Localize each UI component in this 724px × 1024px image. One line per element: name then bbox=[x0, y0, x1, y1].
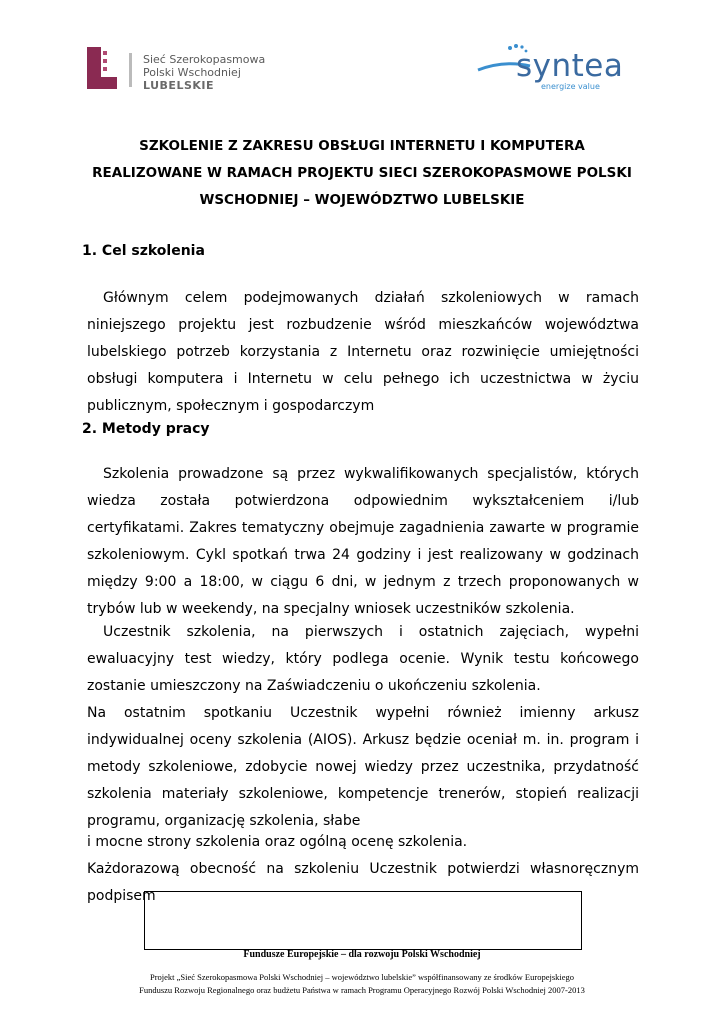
footer-funding-title: Fundusze Europejskie – dla rozwoju Polski Wschodniej bbox=[243, 949, 481, 960]
logo-mark-icon bbox=[85, 45, 135, 95]
document-title bbox=[70, 133, 654, 214]
title-line-3: WSCHODNIEJ – WOJEWÓDZTWO LUBELSKIE bbox=[199, 192, 525, 208]
logo-left-line1: Sieć Szerokopasmowa bbox=[143, 53, 266, 66]
logo-left-line3: LUBELSKIE bbox=[143, 79, 215, 92]
section2-paragraph-3: Na ostatnim spotkaniu Uczestnik wypełni również imienny arkusz indywidualnej oceny szkolenia (AIOS). Arkusz będzie oceniał m. in. program i metody szkoleniowe, zdobycie nowej wiedzy przez uczestnika, przydatność szkolenia materiały szkoleniowe, kompetencje trenerów, stopień realizacji programu, organizację szkolenia, słabe bbox=[87, 705, 639, 829]
section2-paragraph-2: Uczestnik szkolenia, na pierwszych i ostatnich zajęciach, wypełni ewaluacyjny test wiedzy, który podlega ocenie. Wynik testu końcowego zostanie umieszczony na Zaświadczeniu o ukończeniu szkolenia. bbox=[87, 624, 639, 694]
title-line-2: REALIZOWANE W RAMACH PROJEKTU SIECI SZEROKOPASMOWE POLSKI bbox=[92, 165, 632, 181]
logo-syntea bbox=[474, 42, 644, 94]
syntea-tagline: energize value bbox=[541, 82, 600, 91]
section2-paragraph-5: Każdorazową obecność na szkoleniu Uczestnik potwierdzi własnoręcznym podpisem bbox=[87, 861, 639, 904]
footer-note-line-2: Funduszu Rozwoju Regionalnego oraz budżetu Państwa w ramach Programu Operacyjnego Rozwój Polski Wschodniej 2007-2013 bbox=[139, 985, 585, 995]
syntea-wordmark: syntea bbox=[516, 48, 624, 84]
section2-paragraph-4: i mocne strony szkolenia oraz ogólną ocenę szkolenia. bbox=[87, 834, 468, 850]
footer-note-line-1: Projekt „Sieć Szerokopasmowa Polski Wschodniej – województwo lubelskie” współfinansowany ze środków Europejskiego bbox=[149, 972, 575, 982]
footer-logo-box bbox=[144, 891, 582, 950]
title-line-1: SZKOLENIE Z ZAKRESU OBSŁUGI INTERNETU I KOMPUTERA bbox=[139, 138, 585, 154]
section1-paragraph: Głównym celem podejmowanych działań szkoleniowych w ramach niniejszego projektu jest rozbudzenie wśród mieszkańców województwa lubelskiego potrzeb korzystania z Internetu oraz rozwinięcie umiejętności obsługi komputera i Internetu w celu pełnego ich uczestnictwa w życiu publicznym, społecznym i gospodarczym bbox=[87, 290, 639, 414]
logo-siec-szerokopasmowa bbox=[85, 45, 285, 95]
footer-funding-note bbox=[0, 971, 724, 997]
section-heading-cel-szkolenia: 1. Cel szkolenia bbox=[82, 243, 205, 259]
section-heading-metody-pracy: 2. Metody pracy bbox=[82, 421, 210, 437]
section2-paragraph-1: Szkolenia prowadzone są przez wykwalifikowanych specjalistów, których wiedza została potwierdzona odpowiednim wykształceniem i/lub certyfikatami. Zakres tematyczny obejmuje zagadnienia zawarte w programie szkoleniowym. Cykl spotkań trwa 24 godziny i jest realizowany w godzinach między 9:00 a 18:00, w ciągu 6 dni, w jednym z trzech proponowanych w trybów lub w weekendy, na specjalny wniosek uczestników szkolenia. bbox=[87, 466, 639, 617]
logo-left-line2: Polski Wschodniej bbox=[143, 66, 241, 79]
logo-left-text bbox=[143, 53, 265, 92]
